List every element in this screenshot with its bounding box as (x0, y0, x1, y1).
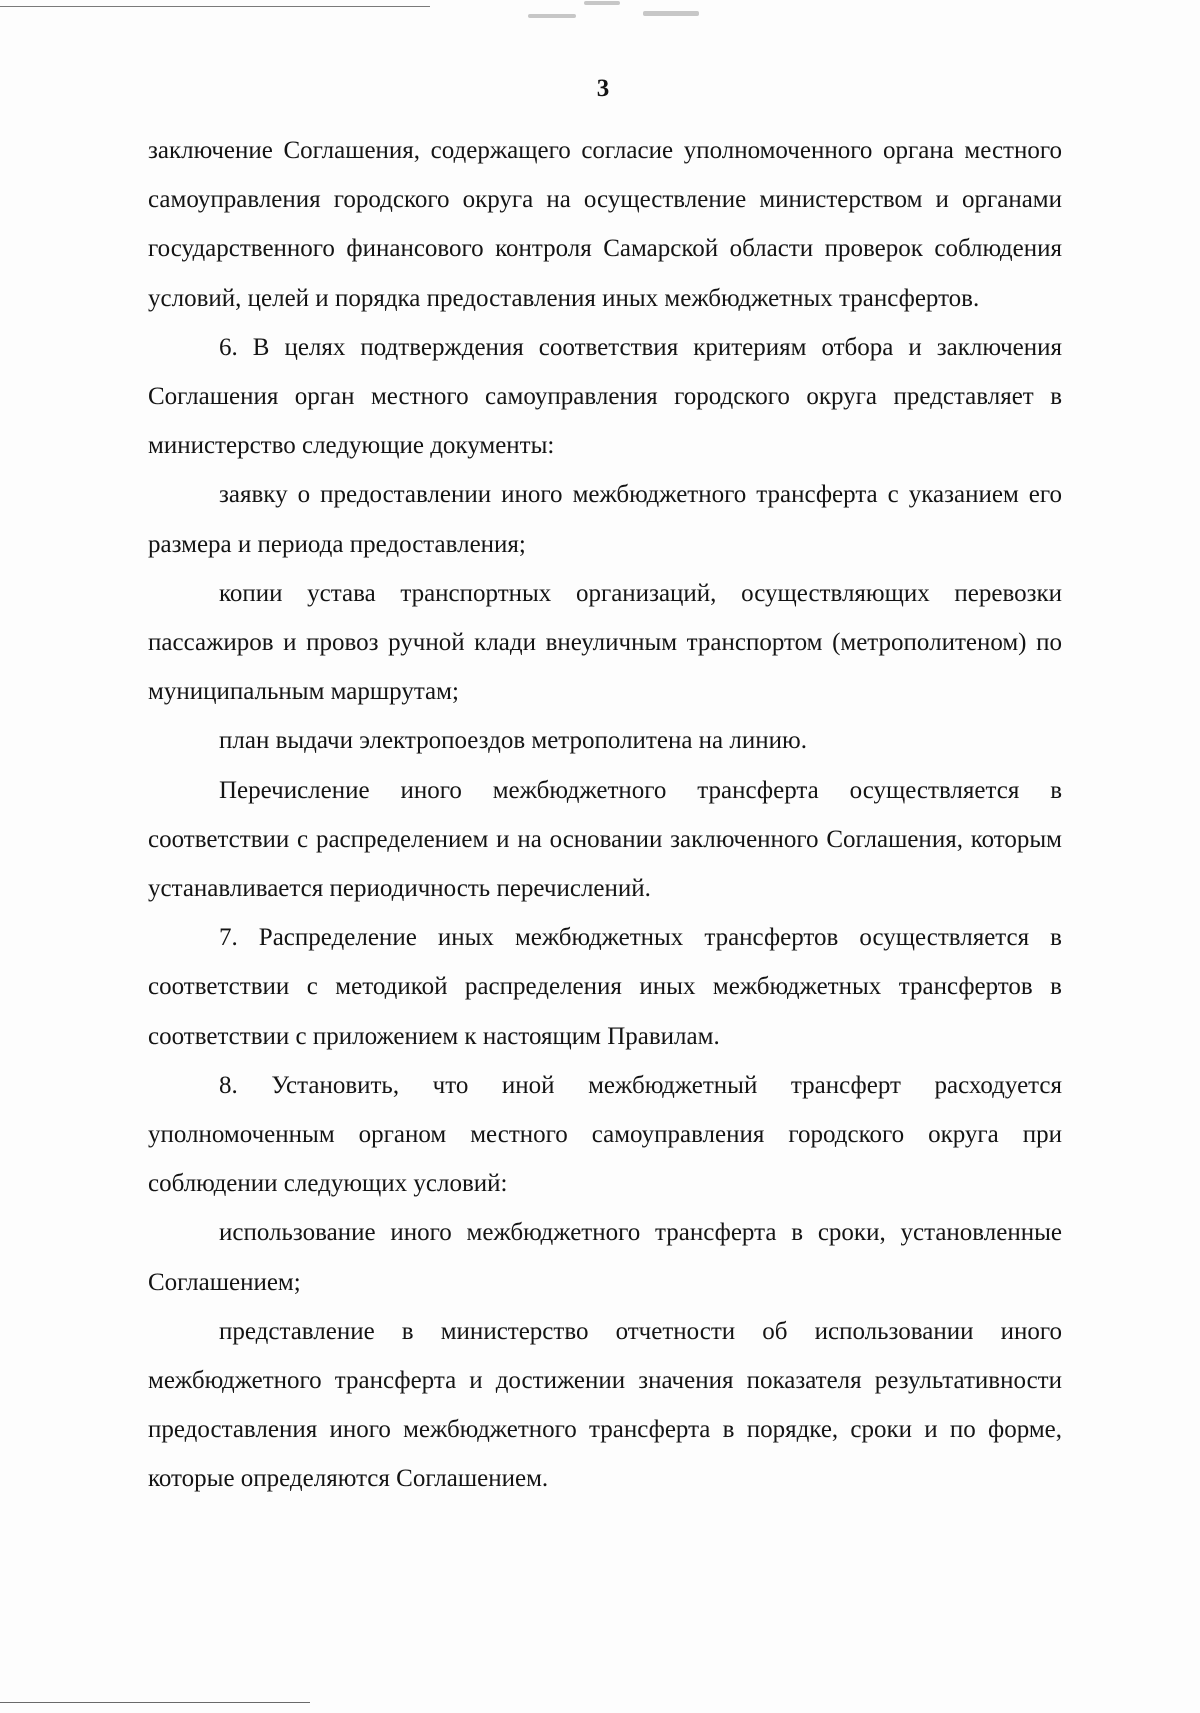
paragraph-transfer-payment: Перечисление иного межбюджетного трансферта осуществляется в соответствии с распределением и на основании заключенного Соглашения, которым устанавливается периодичность перечислений. (148, 776, 1062, 903)
scan-edge-line-bottom (0, 1702, 310, 1703)
document-body (148, 126, 1062, 1504)
list-item-application: заявку о предоставлении иного межбюджетного трансферта с указанием его размера и периода предоставления; (148, 481, 1062, 558)
page-number: 3 (596, 75, 610, 102)
paragraph-item-6: 6. В целях подтверждения соответствия критериям отбора и заключения Соглашения орган местного самоуправления городского округа представляет в министерство следующие документы: (148, 333, 1062, 460)
scan-edge-line-top (0, 6, 430, 7)
paragraph-item-7: 7. Распределение иных межбюджетных трансфертов осуществляется в соответствии с методикой распределения иных межбюджетных трансфертов в соответствии с приложением к настоящим Правилам. (148, 924, 1062, 1050)
list-item-reporting: представление в министерство отчетности об использовании иного межбюджетного трансферта и достижении значения показателя результативности предоставления иного межбюджетного трансферта в порядке, сроки и по форме, которые определяются Соглашением. (148, 1317, 1062, 1493)
scan-artifact (643, 11, 699, 16)
list-item-usage-deadline: использование иного межбюджетного трансферта в сроки, установленные Соглашением; (148, 1219, 1062, 1296)
list-item-charter-copies: копии устава транспортных организаций, осуществляющих перевозки пассажиров и провоз ручной клади внеуличным транспортом (метрополитеном) по муниципальным маршрутам; (148, 579, 1062, 706)
scan-artifact (528, 14, 576, 18)
list-item-train-plan: план выдачи электропоездов метрополитена на линию. (219, 727, 807, 755)
scan-artifact (584, 1, 620, 5)
paragraph-item-8: 8. Установить, что иной межбюджетный трансферт расходуется уполномоченным органом местного самоуправления городского округа при соблюдении следующих условий: (148, 1071, 1062, 1198)
paragraph-agreement-consent: заключение Соглашения, содержащего согласие уполномоченного органа местного самоуправления городского округа на осуществление министерством и органами государственного финансового контроля Самарской области проверок соблюдения условий, целей и порядка предоставления иных межбюджетных трансфертов. (148, 137, 1062, 312)
